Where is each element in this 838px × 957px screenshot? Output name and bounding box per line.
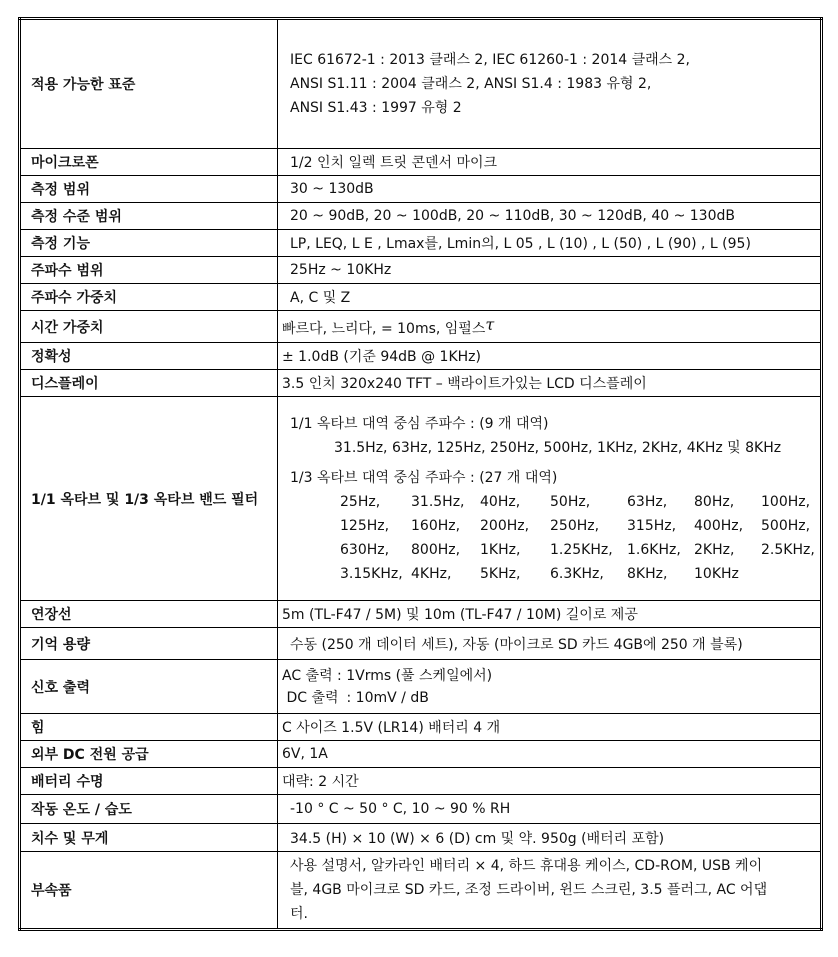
band-frequency: 800Hz, xyxy=(411,541,461,558)
spec-row xyxy=(20,370,822,397)
spec-label: 기억 용량 xyxy=(20,628,278,660)
band-frequency: 400Hz, xyxy=(694,517,744,534)
spec-row xyxy=(20,19,822,149)
band-frequency: 63Hz, xyxy=(627,493,668,510)
spec-value xyxy=(278,714,822,741)
band-frequency: 2.5KHz, xyxy=(761,541,815,558)
octave-3-label: 1/3 옥타브 대역 중심 주파수 : (27 개 대역) xyxy=(290,469,558,486)
band-frequency: 31.5Hz, xyxy=(411,493,465,510)
spec-value xyxy=(278,824,822,852)
spec-value-text: 3.5 인치 320x240 TFT – 백라이트가있는 LCD 디스플레이 xyxy=(282,376,647,392)
accessories-line: 블, 4GB 마이크로 SD 카드, 조정 드라이버, 윈드 스크린, 3.5 플러그, AC 어댑 xyxy=(290,882,768,898)
spec-value xyxy=(278,311,822,343)
band-frequency: 10KHz xyxy=(694,565,739,582)
spec-value xyxy=(278,370,822,397)
spec-value-text: 20 ~ 90dB, 20 ~ 100dB, 20 ~ 110dB, 30 ~ 120dB, 40 ~ 130dB xyxy=(290,208,735,224)
band-frequency: 2KHz, xyxy=(694,541,735,558)
standard-line: ANSI S1.43 : 1997 유형 2 xyxy=(290,100,462,116)
spec-value xyxy=(278,795,822,824)
standard-line: ANSI S1.11 : 2004 클래스 2, ANSI S1.4 : 1983 유형 2, xyxy=(290,76,652,92)
spec-value-text: A, C 및 Z xyxy=(290,290,351,306)
spec-row xyxy=(20,311,822,343)
spec-value xyxy=(278,230,822,257)
spec-label: 외부 DC 전원 공급 xyxy=(20,741,278,768)
spec-row xyxy=(20,601,822,628)
band-frequency: 50Hz, xyxy=(550,493,591,510)
spec-value xyxy=(278,176,822,203)
band-frequency: 500Hz, xyxy=(761,517,811,534)
spec-label: 정확성 xyxy=(20,343,278,370)
spec-label: 측정 기능 xyxy=(20,230,278,257)
spec-label: 시간 가중치 xyxy=(20,311,278,343)
spec-value xyxy=(278,768,822,795)
spec-row xyxy=(20,768,822,795)
spec-row xyxy=(20,230,822,257)
spec-value-text: ± 1.0dB (기준 94dB @ 1KHz) xyxy=(282,349,481,365)
spec-value-text: LP, LEQ, L E , Lmax를, Lmin의, L 05 , L (10) , L (50) , L (90) , L (95) xyxy=(290,236,751,252)
octave-3-bands xyxy=(290,490,815,586)
spec-label: 적용 가능한 표준 xyxy=(20,19,278,149)
spec-label: 1/1 옥타브 및 1/3 옥타브 밴드 필터 xyxy=(20,397,278,601)
band-frequency: 630Hz, xyxy=(340,541,390,558)
band-frequency: 1.25KHz, xyxy=(550,541,613,558)
band-frequency: 250Hz, xyxy=(550,517,600,534)
spec-row xyxy=(20,795,822,824)
spec-row xyxy=(20,149,822,176)
spec-value xyxy=(278,257,822,284)
band-frequency: 1KHz, xyxy=(480,541,521,558)
spec-value xyxy=(278,284,822,311)
spec-value xyxy=(278,19,822,149)
spec-value xyxy=(278,149,822,176)
spec-label: 주파수 가중치 xyxy=(20,284,278,311)
spec-value-text: 6V, 1A xyxy=(282,746,328,762)
spec-label: 측정 수준 범위 xyxy=(20,203,278,230)
spec-row xyxy=(20,343,822,370)
band-frequency: 8KHz, xyxy=(627,565,668,582)
spec-value-text: 대략: 2 시간 xyxy=(282,774,359,790)
octave-1-values: 31.5Hz, 63Hz, 125Hz, 250Hz, 500Hz, 1KHz, 2KHz, 4KHz 및 8KHz xyxy=(334,439,782,456)
spec-value xyxy=(278,852,822,930)
ac-output: AC 출력 : 1Vrms (풀 스케일에서) xyxy=(282,667,493,684)
band-frequency: 40Hz, xyxy=(480,493,521,510)
spec-value-text: -10 ° C ~ 50 ° C, 10 ~ 90 % RH xyxy=(290,801,511,817)
spec-value xyxy=(278,203,822,230)
band-frequency: 25Hz, xyxy=(340,493,381,510)
spec-value-text: 25Hz ~ 10KHz xyxy=(290,262,392,278)
band-frequency: 100Hz, xyxy=(761,493,811,510)
spec-row xyxy=(20,628,822,660)
spec-label: 힘 xyxy=(20,714,278,741)
band-frequency: 200Hz, xyxy=(480,517,530,534)
spec-value-text: 수동 (250 개 데이터 세트), 자동 (마이크로 SD 카드 4GB에 250 개 블록) xyxy=(290,636,743,653)
band-frequency: 1.6KHz, xyxy=(627,541,681,558)
band-frequency: 4KHz, xyxy=(411,565,452,582)
octave-1-label: 1/1 옥타브 대역 중심 주파수 : (9 개 대역) xyxy=(290,415,549,432)
spec-value-text: 빠르다, 느리다, = 10ms, 임펄스 xyxy=(282,321,486,337)
accessories-line: 사용 설명서, 알카라인 배터리 × 4, 하드 휴대용 케이스, CD-ROM, USB 케이 xyxy=(290,858,763,874)
band-frequency: 80Hz, xyxy=(694,493,735,510)
dc-output xyxy=(282,687,812,709)
spec-label: 마이크로폰 xyxy=(20,149,278,176)
spec-label: 신호 출력 xyxy=(20,660,278,714)
accessories-line: 터. xyxy=(290,906,308,922)
spec-label: 부속품 xyxy=(20,852,278,930)
band-frequency: 5KHz, xyxy=(480,565,521,582)
spec-row xyxy=(20,176,822,203)
spec-value-text: 30 ~ 130dB xyxy=(290,181,374,197)
band-frequency: 315Hz, xyxy=(627,517,677,534)
spec-value xyxy=(278,343,822,370)
spec-label: 작동 온도 / 습도 xyxy=(20,795,278,824)
standard-line: IEC 61672-1 : 2013 클래스 2, IEC 61260-1 : 2014 클래스 2, xyxy=(290,52,690,68)
band-frequency: 160Hz, xyxy=(411,517,461,534)
spec-row xyxy=(20,660,822,714)
spec-value-text: 34.5 (H) × 10 (W) × 6 (D) cm 및 약. 950g (배터리 포함) xyxy=(290,830,665,847)
spec-row xyxy=(20,203,822,230)
spec-value-text: 1/2 인치 일렉 트릿 콘덴서 마이크 xyxy=(290,155,498,171)
spec-label: 주파수 범위 xyxy=(20,257,278,284)
spec-row xyxy=(20,397,822,601)
spec-row xyxy=(20,852,822,930)
spec-row xyxy=(20,741,822,768)
spec-label: 배터리 수명 xyxy=(20,768,278,795)
spec-label: 디스플레이 xyxy=(20,370,278,397)
dc-output-value: : 10mV / dB xyxy=(346,689,429,706)
spec-label: 측정 범위 xyxy=(20,176,278,203)
spec-value xyxy=(278,660,822,714)
band-frequency: 6.3KHz, xyxy=(550,565,604,582)
spec-row xyxy=(20,714,822,741)
spec-value xyxy=(278,601,822,628)
spec-table xyxy=(18,17,823,931)
spec-value-text: C 사이즈 1.5V (LR14) 배터리 4 개 xyxy=(282,720,501,736)
spec-row xyxy=(20,257,822,284)
spec-value xyxy=(278,628,822,660)
dc-output-label: DC 출력 xyxy=(286,689,339,706)
band-frequency: 125Hz, xyxy=(340,517,390,534)
spec-label: 연장선 xyxy=(20,601,278,628)
spec-row xyxy=(20,284,822,311)
tau-symbol: τ xyxy=(485,315,495,334)
spec-row xyxy=(20,824,822,852)
spec-value xyxy=(278,397,822,601)
spec-value-text: 5m (TL-F47 / 5M) 및 10m (TL-F47 / 10M) 길이로 제공 xyxy=(282,607,638,623)
spec-label: 치수 및 무게 xyxy=(20,824,278,852)
spec-value xyxy=(278,741,822,768)
band-frequency: 3.15KHz, xyxy=(340,565,403,582)
